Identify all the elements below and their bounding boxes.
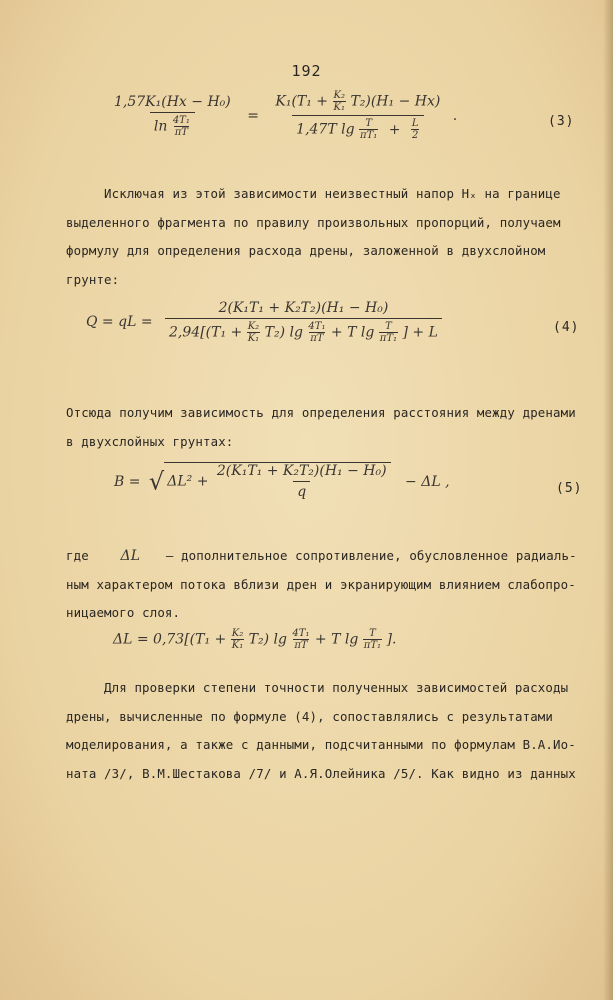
page-number: 192: [291, 62, 322, 80]
eq3-inner-num: 4T₁: [172, 114, 190, 126]
equation-delta-l: [113, 628, 396, 651]
equation-4: [86, 300, 442, 344]
eq5-radicand: [164, 462, 390, 500]
paragraph-2-line-2: в двухслойных грунтах:: [66, 433, 234, 449]
equation-5-number: (5): [556, 481, 583, 496]
para3-where: где: [66, 548, 89, 563]
eq3-rhs-num-fraction: [333, 90, 346, 113]
paragraph-4-line-1: Для проверки степени точности полученных зависимостей расходы: [104, 680, 569, 695]
equation-4-number: (4): [553, 320, 580, 335]
eq6-f3-num: T: [369, 628, 376, 639]
eq4-denominator: [165, 318, 442, 344]
eq3-rhs-den-a: 1,47T lg: [296, 121, 355, 138]
eq4-f2-num: 4T₁: [308, 321, 326, 332]
eq5-root-a: ΔL² +: [167, 473, 209, 490]
eq6-f2-den: πT: [294, 640, 308, 651]
eq3-rhs-den-fraction2: [411, 118, 420, 141]
eq5-fraction: [213, 463, 391, 500]
eq3-equals: =: [247, 107, 259, 124]
eq4-den-fraction1: [247, 321, 260, 344]
equation-5: [114, 462, 450, 500]
eq3-den-f1-den: πT₁: [360, 130, 378, 141]
eq6-c: + T lg: [314, 631, 359, 648]
paragraph-1-line-4: грунте:: [66, 271, 120, 287]
paragraph-4: [66, 674, 586, 788]
paragraph-4-line-4: ната /3/, В.М.Шестакова /7/ и А.Я.Олейника /5/. Как видно из данных: [66, 765, 576, 781]
eq3-lhs-denominator: [150, 112, 195, 138]
eq4-den-fraction3: [379, 321, 398, 344]
paragraph-4-line-3: моделирования, а также с данными, подсчитанными по формулам В.А.Ио-: [66, 737, 576, 752]
sqrt-icon: √: [148, 467, 165, 496]
eq6-f1-num: K₂: [231, 628, 244, 639]
paragraph-3-line-3: ницаемого слоя.: [66, 605, 181, 620]
eq3-rhs-den-plus: +: [388, 121, 401, 138]
paragraph-1-line-2: выделенного фрагмента по правилу произвольных пропорций, получаем: [66, 214, 561, 230]
eq4-f1-num: K₂: [247, 321, 260, 332]
eq4-den-c: + T lg: [330, 324, 375, 341]
equation-3-number: (3): [548, 114, 575, 129]
eq3-period: .: [452, 107, 458, 124]
eq4-den-fraction2: [307, 321, 326, 344]
eq3-rhs-denominator: [292, 115, 423, 141]
eq6-a: ΔL = 0,73[(T₁ +: [113, 631, 227, 648]
eq4-lhs: Q = qL =: [86, 314, 153, 330]
eq3-den-f1-num: T: [365, 118, 372, 129]
eq6-f1-den: K₁: [231, 640, 244, 651]
eq4-f1-den: K₁: [247, 333, 260, 344]
eq5-lhs: B =: [114, 473, 141, 490]
eq3-den-f2-num: L: [411, 118, 419, 129]
eq3-k1: K₁: [333, 102, 345, 113]
eq3-k2: K₂: [333, 90, 345, 101]
paragraph-2-line-1: Отсюда получим зависимость для определения расстояния между дренами: [66, 405, 576, 420]
eq5-frac-den: q: [293, 481, 310, 500]
paragraph-1-line-3: формулу для определения расхода дрены, заложенной в двухслойном: [66, 243, 546, 258]
eq4-den-d: ] + L: [402, 324, 438, 341]
eq3-rhs-num-a: K₁(T₁ +: [275, 93, 329, 110]
eq3-lhs-inner-fraction: [172, 115, 191, 138]
eq6-f3-den: πT₁: [363, 640, 382, 651]
page-edge-shadow: [603, 0, 613, 1000]
eq6-d: ].: [386, 631, 397, 648]
paragraph-1: [66, 180, 586, 294]
eq4-numerator: 2(K₁T₁ + K₂T₂)(H₁ − H₀): [218, 300, 389, 316]
eq3-rhs-numerator: [271, 90, 444, 115]
eq3-den-f2-den: 2: [412, 130, 419, 141]
eq6-fraction2: [291, 628, 310, 651]
eq3-rhs-num-b: T₂)(H₁ − Hx): [350, 93, 441, 110]
eq4-f2-den: πT: [310, 333, 324, 344]
eq4-fraction: [165, 300, 442, 344]
paragraph-2: [66, 399, 586, 456]
eq3-rhs-fraction: [271, 90, 444, 141]
eq5-tail: − ΔL ,: [405, 473, 450, 490]
eq6-b: T₂) lg: [248, 631, 287, 648]
eq6-fraction1: [231, 628, 244, 651]
paragraph-1-line-1: Исключая из этой зависимости неизвестный напор Hₓ на границе: [104, 186, 561, 201]
eq4-f3-den: πT₁: [379, 333, 398, 344]
eq3-rhs-den-fraction1: [359, 118, 378, 141]
eq4-den-b: T₂) lg: [264, 324, 303, 341]
eq5-frac-num: 2(K₁T₁ + K₂T₂)(H₁ − H₀): [216, 463, 387, 479]
eq6-f2-num: 4T₁: [292, 628, 310, 639]
para3-symbol: ΔL: [120, 548, 141, 564]
paragraph-4-line-2: дрены, вычисленные по формуле (4), сопоставлялись с результатами: [66, 708, 554, 724]
para3-line1-text: – дополнительное сопротивление, обусловленное радиаль-: [165, 548, 577, 563]
paragraph-3-line-1: [66, 542, 586, 571]
eq3-ln: ln: [153, 118, 168, 134]
eq4-den-a: 2,94[(T₁ +: [169, 324, 243, 341]
eq3-lhs-fraction: [110, 94, 235, 138]
equation-3: [110, 90, 457, 141]
eq3-lhs-numerator: 1,57K₁(Hx − H₀): [114, 93, 231, 110]
eq6-fraction3: [363, 628, 382, 651]
eq4-f3-num: T: [385, 321, 392, 332]
paragraph-3: [66, 542, 586, 628]
eq3-inner-den: πT: [174, 126, 188, 138]
paragraph-3-line-2: ным характером потока вблизи дрен и экранирующим влиянием слабопро-: [66, 576, 576, 592]
